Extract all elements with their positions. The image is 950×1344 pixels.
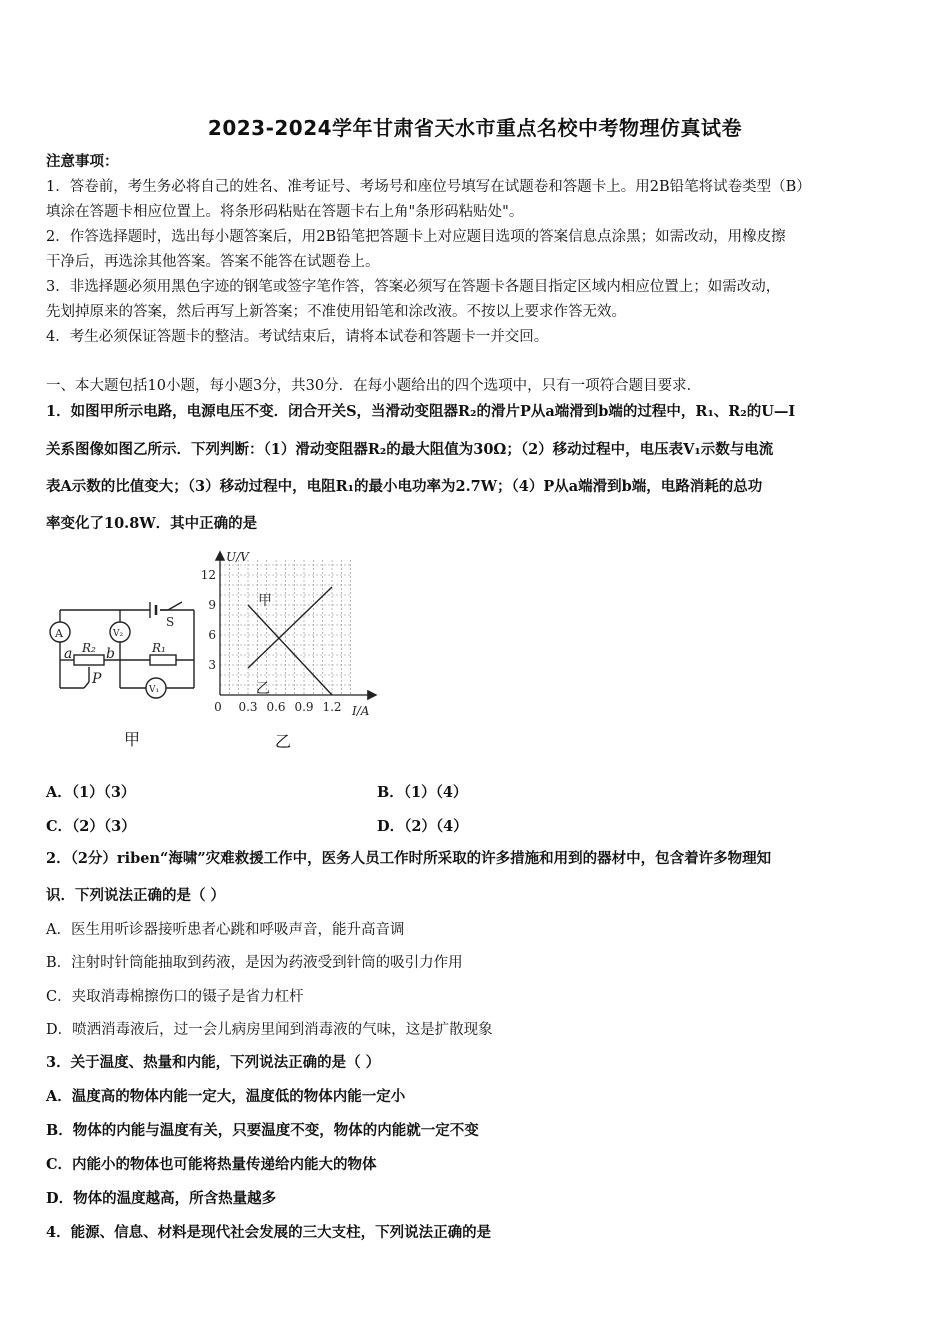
q3-option[interactable]: A．温度高的物体内能一定大，温度低的物体内能一定小 <box>46 1088 406 1105</box>
notice-line: 填涂在答题卡相应位置上。将条形码粘贴在答题卡右上角"条形码粘贴处"。 <box>46 204 524 220</box>
switch-label: S <box>166 615 175 629</box>
q3-option[interactable]: B．物体的内能与温度有关，只要温度不变，物体的内能就一定不变 <box>46 1122 479 1139</box>
x-tick-label: 0.6 <box>266 700 286 714</box>
notice-line: 4．考生必须保证答题卡的整洁。考试结束后，请将本试卷和答题卡一并交回。 <box>46 329 549 345</box>
circuit-diagram <box>44 590 204 705</box>
q2-option[interactable]: A．医生用听诊器接听患者心跳和呼吸声音，能升高音调 <box>46 922 405 938</box>
q2-option[interactable]: D．喷洒消毒液后，过一会儿病房里闻到消毒液的气味，这是扩散现象 <box>46 1022 493 1038</box>
r2-label: R₂ <box>82 641 96 655</box>
notice-line: 1．答卷前，考生务必将自己的姓名、准考证号、考场号和座位号填写在试题卷和答题卡上。用2B铅笔将试卷类型（B） <box>46 179 811 195</box>
q1-option-b[interactable]: B．（1）（4） <box>377 784 468 801</box>
terminal-b-label: b <box>106 646 115 662</box>
q1-option-a[interactable]: A．（1）（3） <box>46 784 136 801</box>
y-tick-label: 3 <box>208 658 216 672</box>
question-1-line: 率变化了10.8W．其中正确的是 <box>46 515 258 532</box>
notice-line: 2．作答选择题时，选出每小题答案后，用2B铅笔把答题卡上对应题目选项的答案信息点涂黑；如需改动，用橡皮擦 <box>46 229 786 245</box>
x-tick-label: 0.3 <box>238 700 258 714</box>
q3-option[interactable]: D．物体的温度越高，所含热量越多 <box>46 1190 277 1207</box>
v2-label: V₂ <box>113 629 124 639</box>
notice-line: 干净后，再选涂其他答案。答案不能答在试题卷上。 <box>46 254 380 270</box>
q3-option[interactable]: C．内能小的物体也可能将热量传递给内能大的物体 <box>46 1156 377 1173</box>
slider-label: P <box>92 671 102 687</box>
r1-label: R₁ <box>152 641 166 655</box>
curve-yi-label: 乙 <box>256 681 270 697</box>
figure-yi-caption: 乙 <box>275 732 292 751</box>
x-tick-label: 0 <box>214 700 222 714</box>
ui-graph <box>200 545 385 725</box>
terminal-a-label: a <box>64 646 73 662</box>
section-header: 一、本大题包括10小题，每小题3分，共30分．在每小题给出的四个选项中，只有一项符合题目要求． <box>46 378 702 394</box>
x-axis-label: I/A <box>352 704 370 718</box>
y-tick-label: 9 <box>208 598 216 612</box>
v1-label: V₁ <box>149 685 160 695</box>
page-title: 2023-2024学年甘肃省天水市重点名校中考物理仿真试卷 <box>207 116 743 140</box>
x-tick-label: 0.9 <box>294 700 314 714</box>
figure-jia-caption: 甲 <box>124 730 141 749</box>
ammeter-label: A <box>55 627 63 640</box>
y-tick-label: 12 <box>200 568 216 582</box>
q2-option[interactable]: C．夹取消毒棉擦伤口的镊子是省力杠杆 <box>46 989 304 1005</box>
question-1-line: 表A示数的比值变大；（3）移动过程中，电阻R₁的最小电功率为2.7W；（4）P从a端滑到b端，电路消耗的总功 <box>46 478 763 495</box>
y-axis-label: U/V <box>226 550 249 564</box>
notice-line: 3．非选择题必须用黑色字迹的钢笔或签字笔作答，答案必须写在答题卡各题目指定区域内相应位置上；如需改动， <box>46 279 781 295</box>
curve-jia-label: 甲 <box>258 593 272 609</box>
q1-option-c[interactable]: C．（2）（3） <box>46 818 136 835</box>
notice-heading: 注意事项： <box>46 153 119 170</box>
y-tick-label: 6 <box>208 628 216 642</box>
notice-line: 先划掉原来的答案，然后再写上新答案；不准使用铅笔和涂改液。不按以上要求作答无效。 <box>46 304 626 320</box>
question-2-line: 识．下列说法正确的是（ ） <box>46 887 226 904</box>
question-3-stem: 3．关于温度、热量和内能，下列说法正确的是（ ） <box>46 1054 381 1071</box>
x-tick-label: 1.2 <box>322 700 342 714</box>
q1-option-d[interactable]: D．（2）（4） <box>377 818 468 835</box>
question-1-line: 关系图像如图乙所示．下列判断：（1）滑动变阻器R₂的最大阻值为30Ω；（2）移动过程中，电压表V₁示数与电流 <box>46 441 774 458</box>
q2-option[interactable]: B．注射时针筒能抽取到药液，是因为药液受到针筒的吸引力作用 <box>46 955 463 971</box>
question-1-line: 1．如图甲所示电路，电源电压不变．闭合开关S，当滑动变阻器R₂的滑片P从a端滑到b端的过程中，R₁、R₂的U—I <box>46 403 796 420</box>
question-2-line: 2．（2分）riben“海啸”灾难救援工作中，医务人员工作时所采取的许多措施和用到的器材中，包含着许多物理知 <box>46 850 772 867</box>
question-4-stem: 4．能源、信息、材料是现代社会发展的三大支柱，下列说法正确的是 <box>46 1224 492 1241</box>
